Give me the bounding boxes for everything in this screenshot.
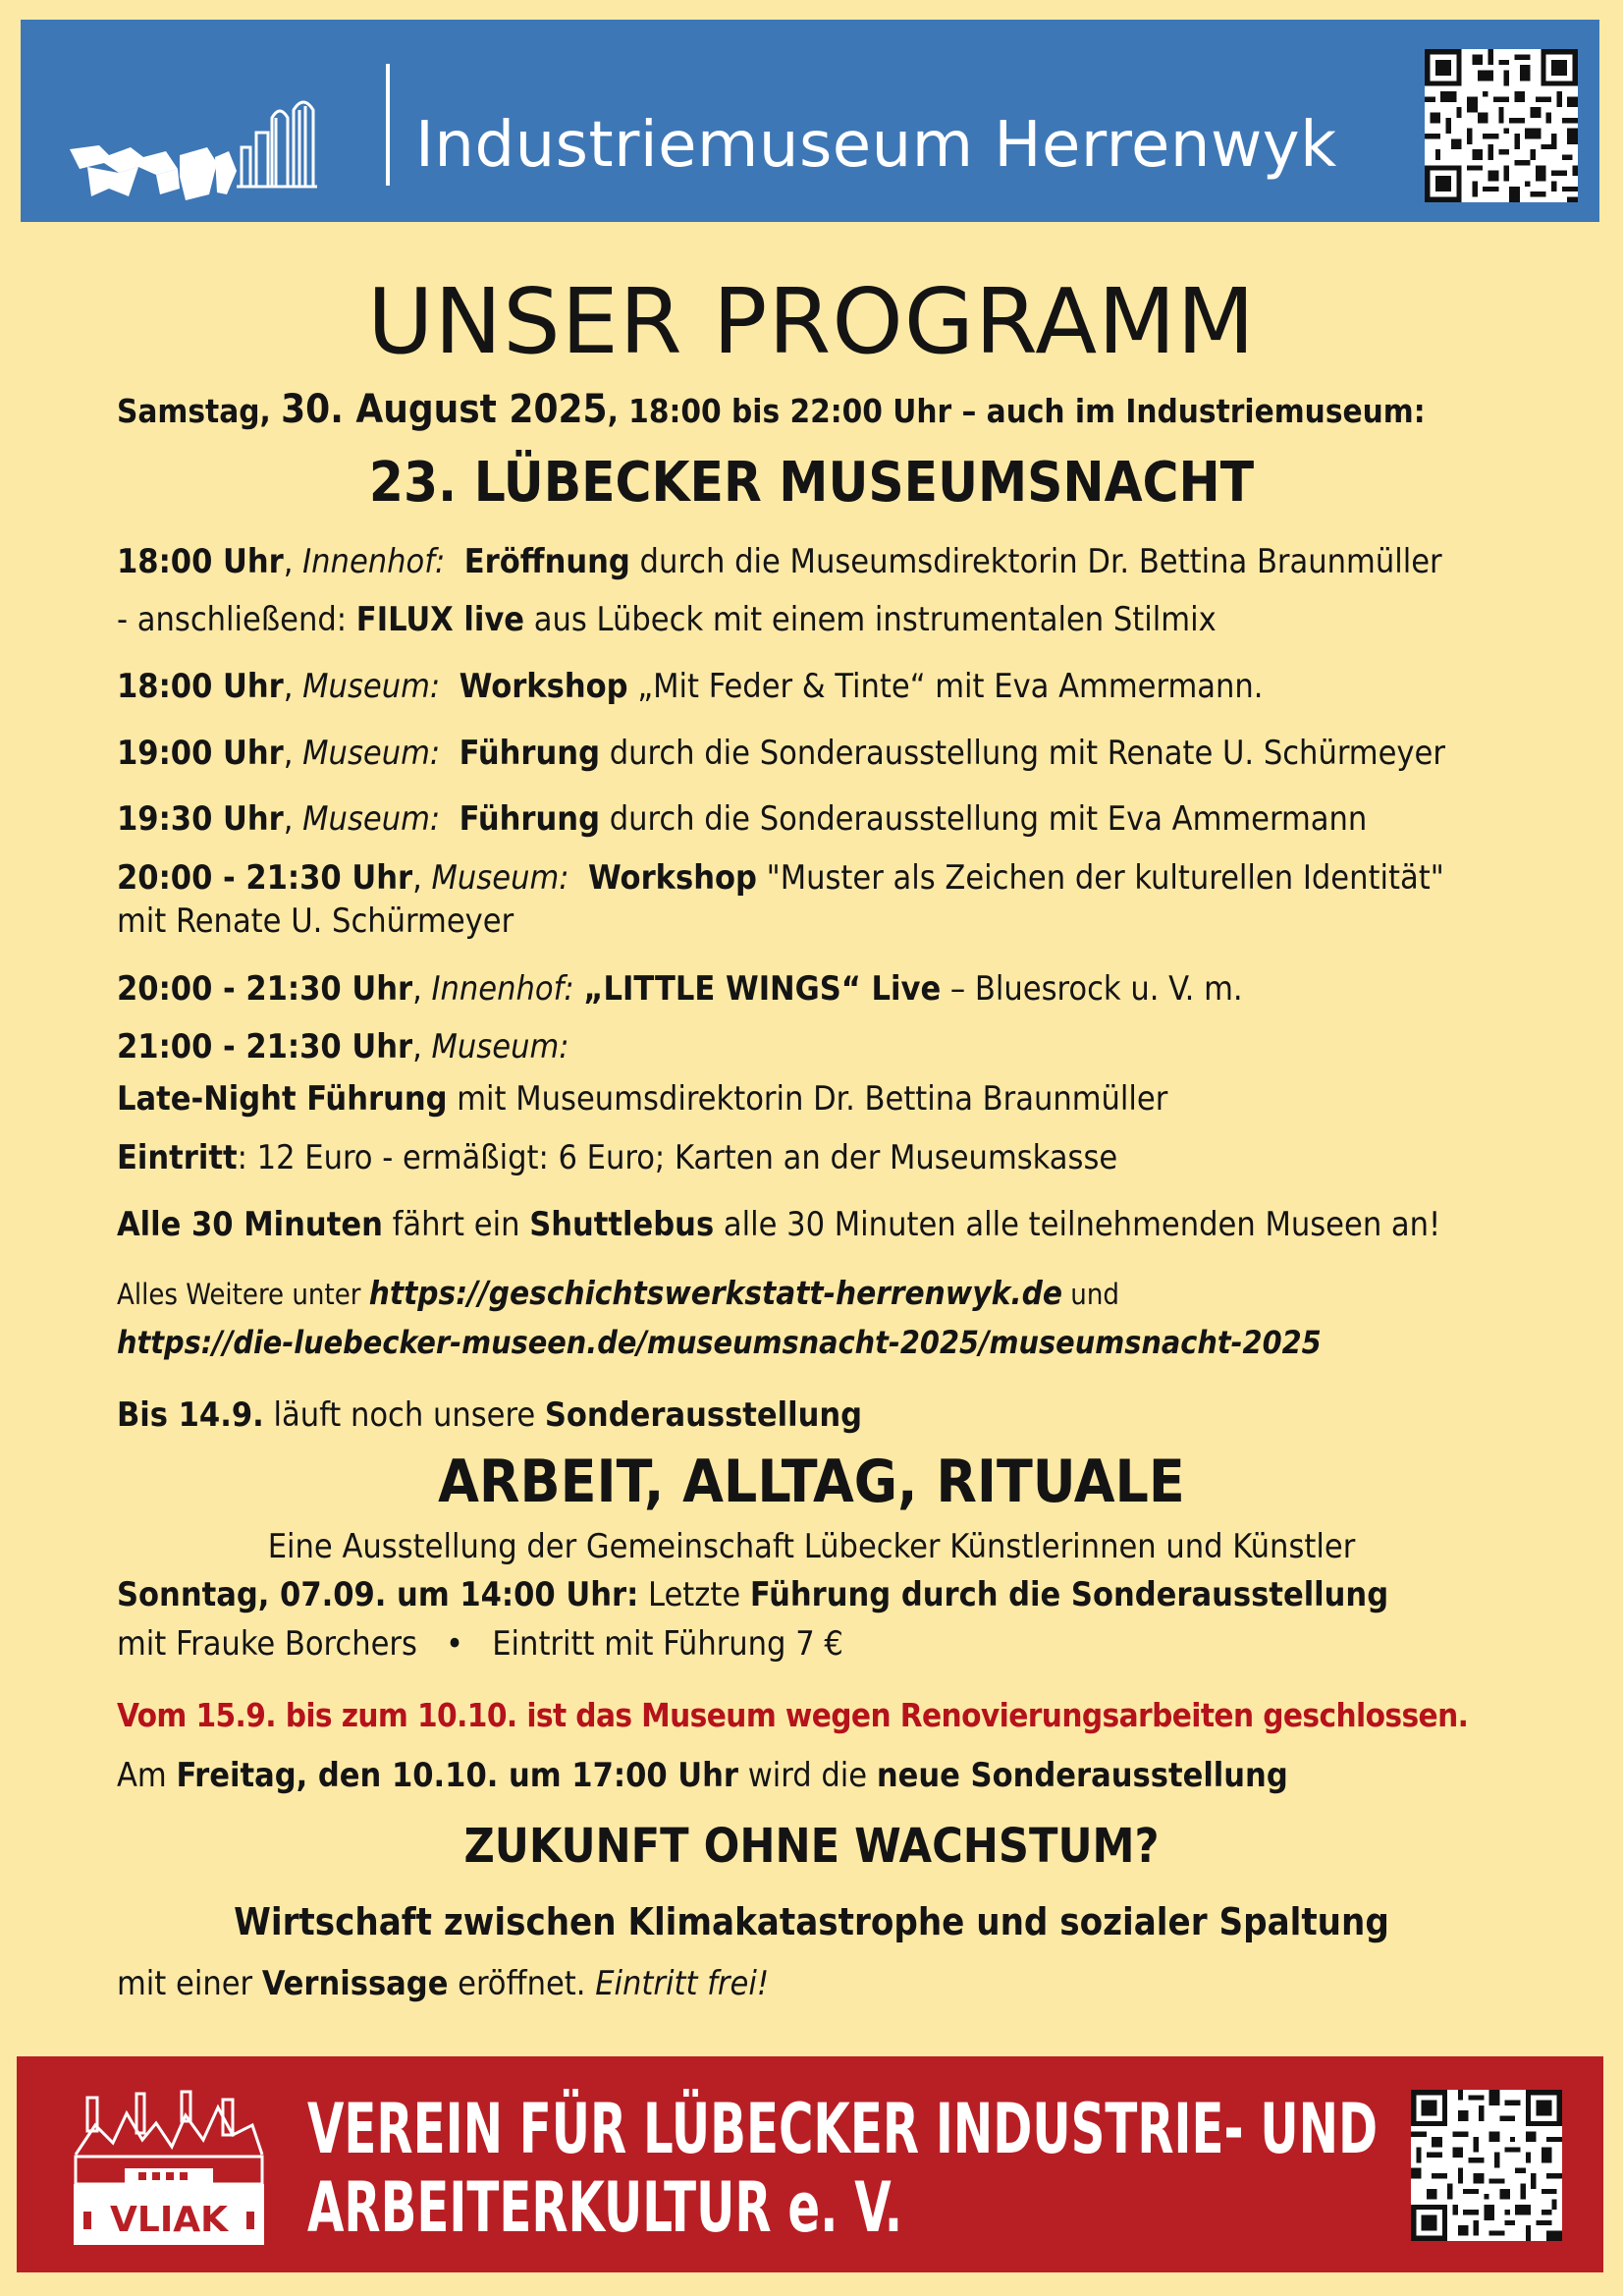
footer-banner <box>17 2056 1603 2272</box>
vliak-logo-icon <box>66 2086 272 2248</box>
schedule-item: 18:00 Uhr, Museum: Workshop „Mit Feder & Tinte“ mit Eva Ammermann. <box>117 667 1264 706</box>
links-line: Alles Weitere unter https://geschichtswerkstatt-herrenwyk.de und <box>117 1274 1119 1312</box>
schedule-item: - anschließend: FILUX live aus Lübeck mit einem instrumentalen Stilmix <box>117 600 1217 639</box>
vernissage-info: mit einer Vernissage eröffnet. Eintritt frei! <box>117 1964 770 2003</box>
schedule-item: Late-Night Führung mit Museumsdirektorin Dr. Bettina Braunmüller <box>117 1079 1168 1119</box>
association-name-line2: ARBEITERKULTUR e. V. <box>307 2167 903 2248</box>
last-tour-details: mit Frauke Borchers • Eintritt mit Führung 7 € <box>117 1624 843 1664</box>
exhibition-subtitle: Eine Ausstellung der Gemeinschaft Lübecker Künstlerinnen und Künstler <box>267 1527 1356 1566</box>
date-line: Samstag, 30. August 2025, 18:00 bis 22:00 Uhr – auch im Industriemuseum: <box>117 387 1426 432</box>
schedule-item: mit Renate U. Schürmeyer <box>117 902 514 941</box>
schedule-item: 20:00 - 21:30 Uhr, Museum: Workshop "Muster als Zeichen der kulturellen Identität" <box>117 858 1444 898</box>
vliak-logo-text: VLIAK <box>110 2200 228 2240</box>
closure-notice: Vom 15.9. bis zum 10.10. ist das Museum wegen Renovierungsarbeiten geschlossen. <box>117 1696 1469 1734</box>
new-exhibition-title: ZUKUNFT OHNE WACHSTUM? <box>463 1819 1160 1874</box>
page-title: UNSER PROGRAMM <box>367 269 1256 374</box>
schedule-item: 19:00 Uhr, Museum: Führung durch die Sonderausstellung mit Renate U. Schürmeyer <box>117 734 1445 773</box>
schedule-item: 19:30 Uhr, Museum: Führung durch die Sonderausstellung mit Eva Ammermann <box>117 799 1368 839</box>
qr-code-icon[interactable] <box>1425 49 1578 202</box>
admission-info: Eintritt: 12 Euro - ermäßigt: 6 Euro; Karten an der Museumskasse <box>117 1138 1118 1177</box>
association-name <box>307 2089 1379 2248</box>
shuttle-info: Alle 30 Minuten fährt ein Shuttlebus alle 30 Minuten alle teilnehmenden Museen an! <box>117 1205 1441 1244</box>
header-divider <box>386 64 390 186</box>
schedule-item: 18:00 Uhr, Innenhof: Eröffnung durch die Museumsdirektorin Dr. Bettina Braunmüller <box>117 542 1442 581</box>
header-banner <box>21 20 1599 222</box>
exhibition-intro: Bis 14.9. läuft noch unsere Sonderausstellung <box>117 1395 863 1435</box>
last-tour: Sonntag, 07.09. um 14:00 Uhr: Letzte Führung durch die Sonderausstellung <box>117 1575 1389 1614</box>
exhibition-title: ARBEIT, ALLTAG, RITUALE <box>438 1448 1185 1516</box>
opening-info: Am Freitag, den 10.10. um 17:00 Uhr wird die neue Sonderausstellung <box>117 1756 1288 1795</box>
schedule-item: 20:00 - 21:30 Uhr, Innenhof: „LITTLE WINGS“ Live – Bluesrock u. V. m. <box>117 969 1243 1009</box>
factory-skyline-logo-icon <box>70 79 340 206</box>
event-title: 23. LÜBECKER MUSEUMSNACHT <box>368 451 1255 515</box>
association-name-line1: VEREIN FÜR LÜBECKER INDUSTRIE- UND <box>307 2089 1379 2169</box>
qr-code-icon[interactable] <box>1411 2090 1562 2241</box>
link-museumsnacht[interactable]: https://die-luebecker-museen.de/museumsnacht-2025/museumsnacht-2025 <box>117 1324 1322 1361</box>
link-geschichtswerkstatt[interactable]: https://geschichtswerkstatt-herrenwyk.de <box>368 1274 1062 1312</box>
schedule-item: 21:00 - 21:30 Uhr, Museum: <box>117 1027 569 1066</box>
museum-name: Industriemuseum Herrenwyk <box>415 109 1337 182</box>
new-exhibition-subtitle: Wirtschaft zwischen Klimakatastrophe und sozialer Spaltung <box>234 1900 1389 1943</box>
